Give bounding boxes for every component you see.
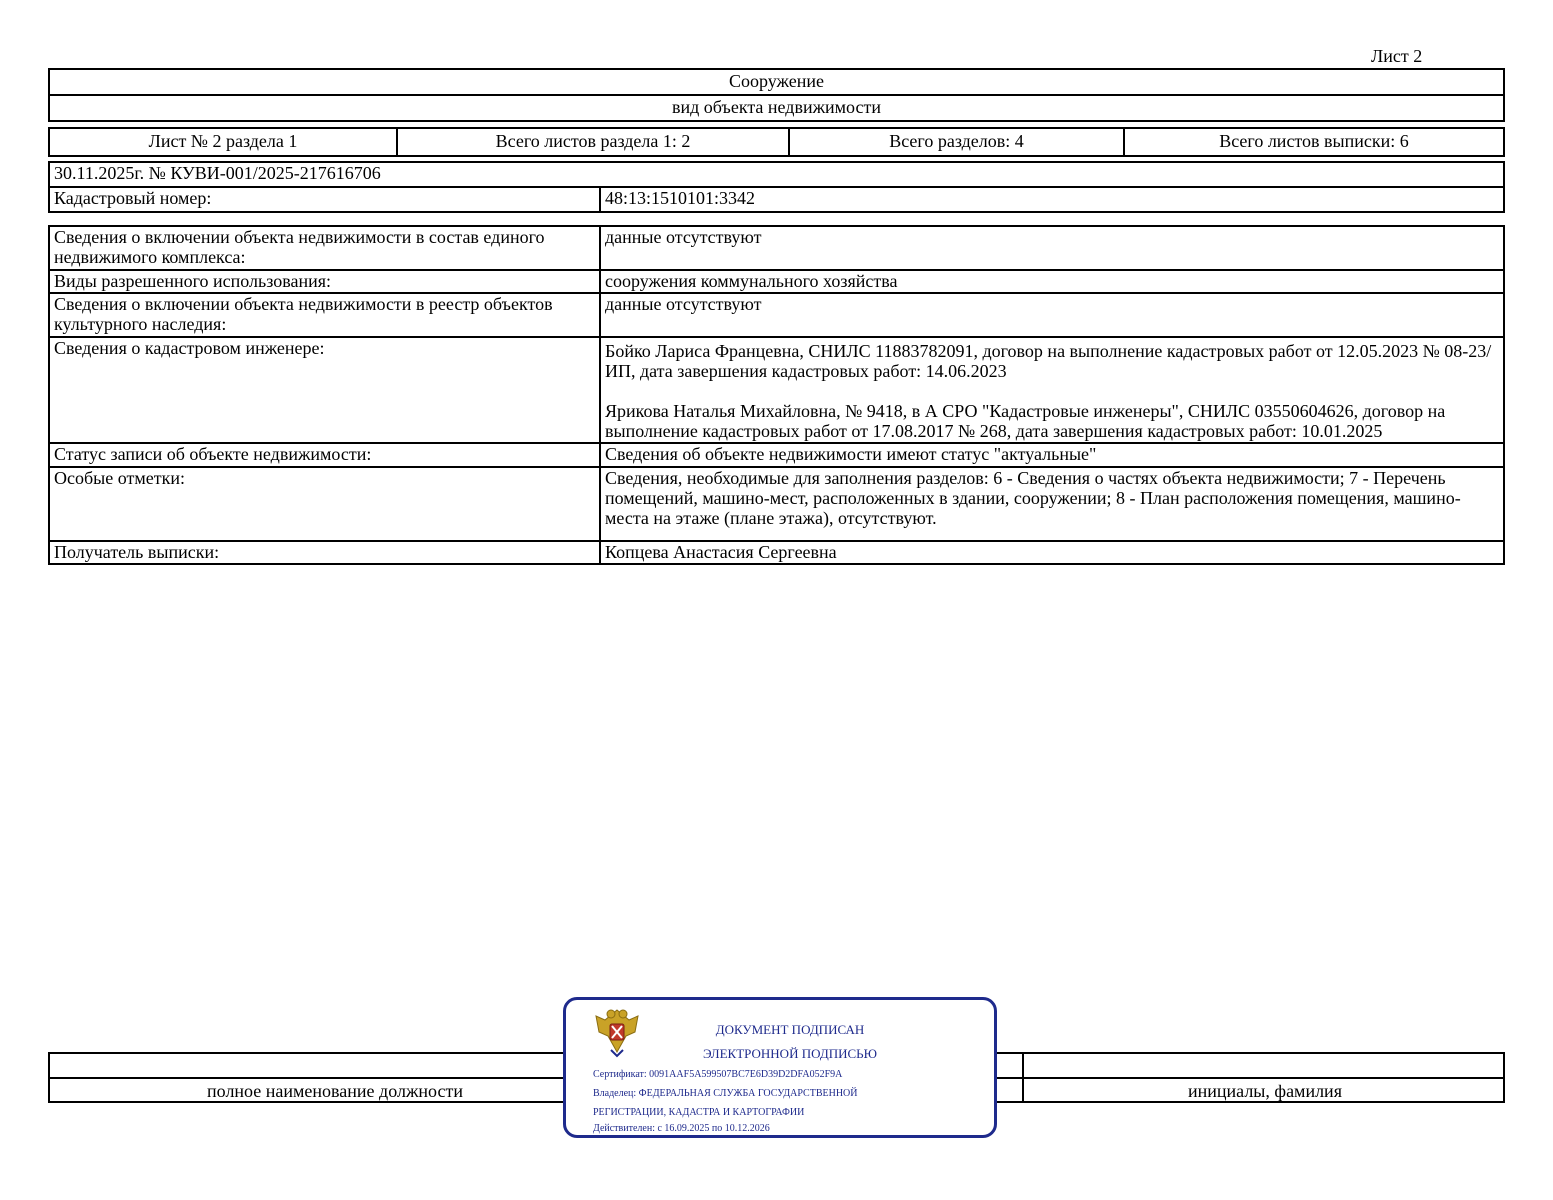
sheets-in-section: Всего листов раздела 1: 2 bbox=[396, 129, 788, 155]
sheets-total: Всего листов выписки: 6 bbox=[1123, 129, 1503, 155]
cadastral-value: 48:13:1510101:3342 bbox=[600, 187, 1504, 212]
stamp-line1: ДОКУМЕНТ ПОДПИСАН bbox=[715, 1022, 865, 1037]
doc-id-table bbox=[48, 161, 1505, 213]
row-label: Виды разрешенного использования: bbox=[49, 270, 600, 293]
engineer-2: Ярикова Наталья Михайловна, № 9418, в А СРО "Кадастровые инженеры", СНИЛС 03550604626, договор на выполнение кадастровых работ от 17.08.2017 № 268, дата завершения кадастровых работ: 10.01.2025 bbox=[605, 401, 1446, 441]
sheet-label: Лист 2 bbox=[1371, 46, 1423, 66]
stamp-line2: ЭЛЕКТРОННОЙ ПОДПИСЬЮ bbox=[703, 1046, 877, 1061]
row-label: Сведения о кадастровом инженере: bbox=[49, 337, 600, 443]
row-label: Сведения о включении объекта недвижимости в состав единого недвижимого комплекса: bbox=[49, 226, 600, 270]
name-caption: инициалы, фамилия bbox=[1188, 1081, 1342, 1101]
stamp-owner: Владелец: ФЕДЕРАЛЬНАЯ СЛУЖБА ГОСУДАРСТВЕННОЙ bbox=[593, 1088, 858, 1099]
row-value: данные отсутствуют bbox=[600, 226, 1504, 270]
table-row bbox=[49, 293, 1504, 337]
row-label: Сведения о включении объекта недвижимости в реестр объектов культурного наследия: bbox=[49, 293, 600, 337]
row-value: Сведения, необходимые для заполнения разделов: 6 - Сведения о частях объекта недвижимости; 7 - Перечень помещений, машино-мест, расположенных в здании, сооружении; 8 - План расположения помещения, машино-места на этаже (плане этажа), отсутствуют. bbox=[600, 467, 1504, 541]
stamp-owner2: РЕГИСТРАЦИИ, КАДАСТРА И КАРТОГРАФИИ bbox=[593, 1107, 805, 1118]
cadastral-label: Кадастровый номер: bbox=[49, 187, 600, 212]
engineer-1: Бойко Лариса Францевна, СНИЛС 11883782091, договор на выполнение кадастровых работ от 12.05.2023 № 08-23/ИП, дата завершения кадастровых работ: 14.06.2023 bbox=[605, 341, 1492, 381]
sheet-of-section: Лист № 2 раздела 1 bbox=[148, 131, 298, 151]
table-row bbox=[49, 443, 1504, 467]
electronic-signature-stamp bbox=[563, 997, 997, 1138]
stamp-certificate: Сертификат: 0091AAF5A599507BC7E6D39D2DFA052F9A bbox=[593, 1069, 843, 1080]
details-table bbox=[48, 225, 1505, 565]
sheet-meta-row bbox=[48, 127, 1505, 157]
row-label: Особые отметки: bbox=[49, 467, 600, 541]
table-row bbox=[49, 337, 1504, 443]
position-caption: полное наименование должности bbox=[207, 1081, 463, 1101]
sections-total: Всего разделов: 4 bbox=[788, 129, 1123, 155]
table-row bbox=[49, 541, 1504, 564]
row-value bbox=[600, 337, 1504, 443]
table-row bbox=[49, 467, 1504, 541]
object-caption: вид объекта недвижимости bbox=[50, 94, 1503, 120]
table-row bbox=[49, 270, 1504, 293]
row-value: данные отсутствуют bbox=[600, 293, 1504, 337]
row-value: Сведения об объекте недвижимости имеют статус "актуальные" bbox=[600, 443, 1504, 467]
stamp-valid: Действителен: с 16.09.2025 по 10.12.2026 bbox=[593, 1123, 770, 1134]
date-number: 30.11.2025г. № КУВИ-001/2025-217616706 bbox=[49, 162, 1504, 187]
row-value: Копцева Анастасия Сергеевна bbox=[600, 541, 1504, 564]
object-type: Сооружение bbox=[729, 71, 824, 91]
row-value: сооружения коммунального хозяйства bbox=[600, 270, 1504, 293]
row-label: Статус записи об объекте недвижимости: bbox=[49, 443, 600, 467]
object-header bbox=[48, 68, 1505, 122]
table-row bbox=[49, 226, 1504, 270]
row-label: Получатель выписки: bbox=[49, 541, 600, 564]
